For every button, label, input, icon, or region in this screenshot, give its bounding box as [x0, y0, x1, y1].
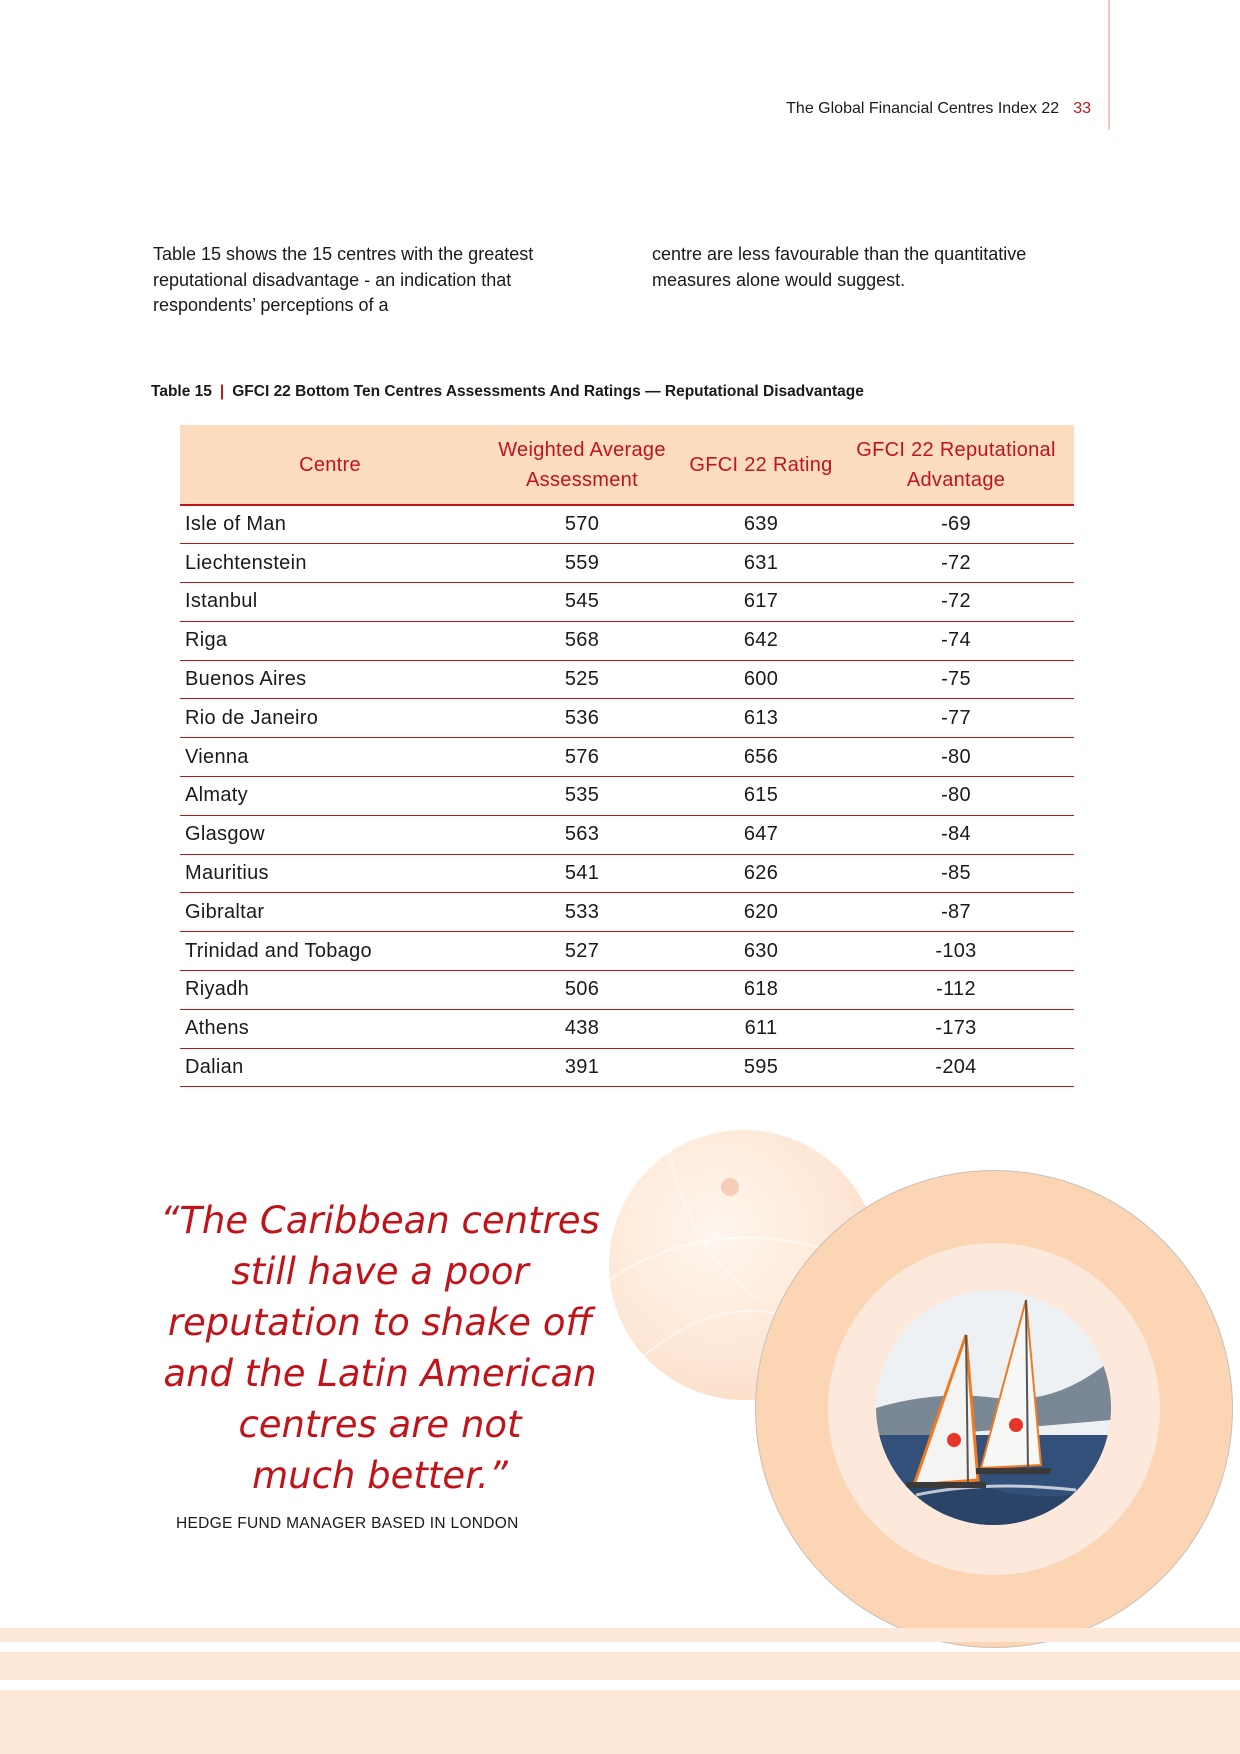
cell-advantage: -74	[838, 621, 1074, 660]
header-weighted-average: Weighted Average Assessment	[480, 425, 684, 505]
cell-assessment: 535	[480, 777, 684, 816]
page-number: 33	[1073, 100, 1091, 117]
quote-attribution: HEDGE FUND MANAGER BASED IN LONDON	[176, 1515, 519, 1532]
table-row	[180, 738, 1074, 777]
cell-advantage: -112	[838, 971, 1074, 1010]
cell-advantage: -72	[838, 544, 1074, 583]
quote-line: reputation to shake off	[167, 1301, 593, 1344]
header-rule	[1108, 0, 1110, 130]
cell-centre: Liechtenstein	[180, 544, 480, 583]
cell-centre: Almaty	[180, 777, 480, 816]
cell-assessment: 391	[480, 1048, 684, 1087]
cell-centre: Dalian	[180, 1048, 480, 1087]
cell-centre: Glasgow	[180, 815, 480, 854]
cell-centre: Rio de Janeiro	[180, 699, 480, 738]
sailboats-illustration	[876, 1290, 1111, 1525]
cell-advantage: -103	[838, 932, 1074, 971]
cell-centre: Isle of Man	[180, 505, 480, 544]
cell-advantage: -77	[838, 699, 1074, 738]
table-caption-title: GFCI 22 Bottom Ten Centres Assessments And Ratings — Reputational Disadvantage	[232, 383, 864, 400]
cell-assessment: 568	[480, 621, 684, 660]
table-row	[180, 660, 1074, 699]
cell-rating: 656	[684, 738, 838, 777]
quote-line: centres are not	[238, 1403, 522, 1446]
pull-quote	[150, 1195, 610, 1501]
decorative-dot	[721, 1178, 739, 1196]
table-row	[180, 777, 1074, 816]
cell-advantage: -80	[838, 738, 1074, 777]
cell-rating: 613	[684, 699, 838, 738]
cell-centre: Istanbul	[180, 583, 480, 622]
cell-advantage: -69	[838, 505, 1074, 544]
cell-rating: 647	[684, 815, 838, 854]
cell-rating: 630	[684, 932, 838, 971]
cell-centre: Mauritius	[180, 854, 480, 893]
intro-text-right: centre are less favourable than the quantitative measures alone would suggest.	[652, 244, 1027, 290]
cell-assessment: 563	[480, 815, 684, 854]
table-row	[180, 854, 1074, 893]
table-caption-label: Table 15	[151, 383, 212, 400]
cell-rating: 595	[684, 1048, 838, 1087]
header-reputational-advantage: GFCI 22 Reputational Advantage	[838, 425, 1074, 505]
cell-assessment: 525	[480, 660, 684, 699]
table-row	[180, 1048, 1074, 1087]
cell-assessment: 541	[480, 854, 684, 893]
cell-assessment: 506	[480, 971, 684, 1010]
publication-title: The Global Financial Centres Index 22	[786, 100, 1060, 117]
table-row	[180, 1009, 1074, 1048]
table-row	[180, 932, 1074, 971]
quote-line: still have a poor	[231, 1250, 529, 1293]
cell-centre: Vienna	[180, 738, 480, 777]
cell-assessment: 570	[480, 505, 684, 544]
cell-rating: 600	[684, 660, 838, 699]
cell-rating: 639	[684, 505, 838, 544]
header-gfci-rating: GFCI 22 Rating	[684, 425, 838, 505]
footer-stripe	[0, 1690, 1240, 1754]
table-caption-separator: |	[219, 383, 225, 400]
table-row	[180, 621, 1074, 660]
cell-rating: 615	[684, 777, 838, 816]
table-row	[180, 544, 1074, 583]
table-row	[180, 815, 1074, 854]
cell-advantage: -85	[838, 854, 1074, 893]
cell-rating: 611	[684, 1009, 838, 1048]
cell-rating: 618	[684, 971, 838, 1010]
cell-advantage: -204	[838, 1048, 1074, 1087]
footer-stripe	[0, 1628, 1240, 1642]
table-caption	[151, 383, 864, 401]
running-head	[786, 100, 1091, 118]
table-row	[180, 971, 1074, 1010]
table-row	[180, 699, 1074, 738]
cell-assessment: 527	[480, 932, 684, 971]
intro-text-left: Table 15 shows the 15 centres with the greatest reputational disadvantage - an indication that respondents’ perceptions of a	[153, 244, 534, 315]
footer-stripe	[0, 1652, 1240, 1680]
cell-rating: 617	[684, 583, 838, 622]
cell-rating: 626	[684, 854, 838, 893]
quote-line: much better.”	[252, 1454, 508, 1497]
cell-assessment: 545	[480, 583, 684, 622]
cell-assessment: 533	[480, 893, 684, 932]
header-centre: Centre	[180, 425, 480, 505]
quote-line: and the Latin American	[163, 1352, 597, 1395]
sailing-boats-photo	[876, 1290, 1111, 1525]
cell-rating: 642	[684, 621, 838, 660]
cell-assessment: 559	[480, 544, 684, 583]
cell-centre: Riga	[180, 621, 480, 660]
table-row	[180, 505, 1074, 544]
cell-assessment: 438	[480, 1009, 684, 1048]
table-row	[180, 893, 1074, 932]
table-header-row	[180, 425, 1074, 505]
cell-advantage: -84	[838, 815, 1074, 854]
cell-advantage: -75	[838, 660, 1074, 699]
cell-advantage: -87	[838, 893, 1074, 932]
reputational-disadvantage-table	[180, 425, 1074, 1087]
quote-line: “The Caribbean centres	[160, 1199, 600, 1242]
cell-assessment: 536	[480, 699, 684, 738]
cell-advantage: -72	[838, 583, 1074, 622]
cell-centre: Athens	[180, 1009, 480, 1048]
cell-rating: 631	[684, 544, 838, 583]
cell-advantage: -80	[838, 777, 1074, 816]
cell-centre: Gibraltar	[180, 893, 480, 932]
cell-advantage: -173	[838, 1009, 1074, 1048]
table-row	[180, 583, 1074, 622]
cell-rating: 620	[684, 893, 838, 932]
cell-assessment: 576	[480, 738, 684, 777]
cell-centre: Riyadh	[180, 971, 480, 1010]
cell-centre: Buenos Aires	[180, 660, 480, 699]
cell-centre: Trinidad and Tobago	[180, 932, 480, 971]
